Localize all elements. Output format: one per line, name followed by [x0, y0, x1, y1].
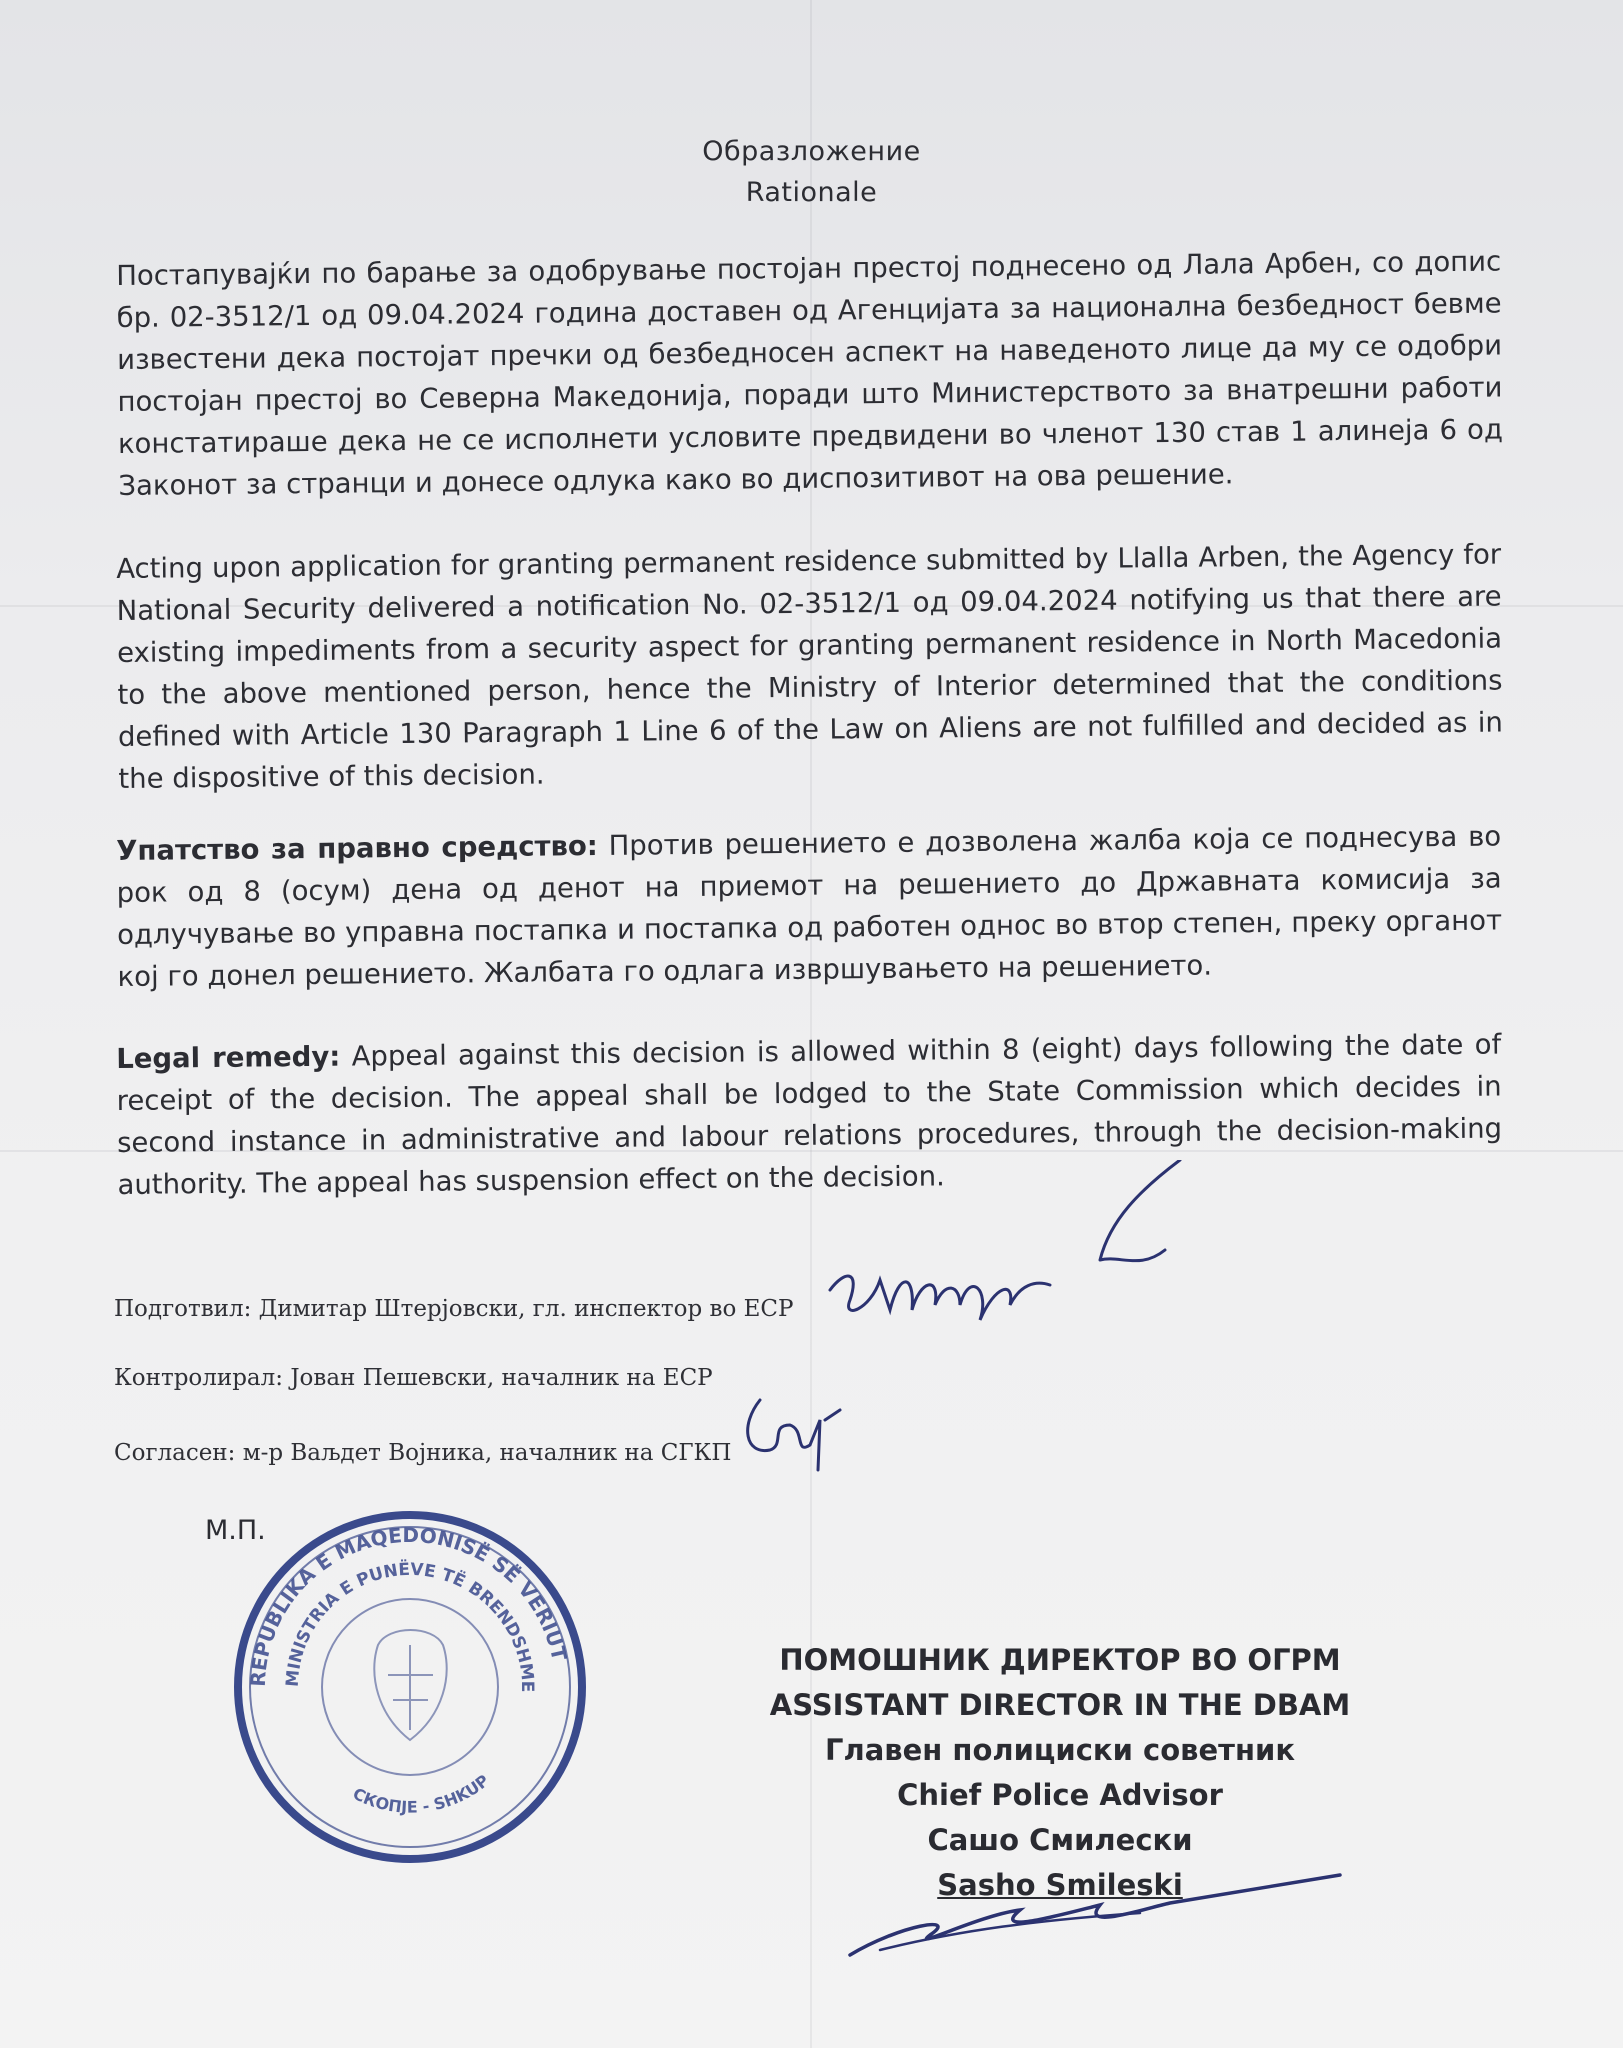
legal-remedy-mk-text: Против решението е дозволена жалба која се поднесува во рок од 8 (осум) дена од денот на приемот на решението до Државната комисија за одлучување во управна постапка и постапка од работен однос во втор степен, преку органот кој го донел решението. Жалбата го одлага извршувањето на решението. — [116, 820, 1503, 993]
prepared-by: Подготвил: Димитар Штерјовски, гл. инспектор во ЕСР — [114, 1296, 794, 1322]
title-mk: Образложение — [702, 136, 921, 167]
stamp-label: М.П. — [205, 1515, 266, 1546]
rationale-paragraph-en: Acting upon application for granting permanent residence submitted by Llalla Arben, the Agency for National Security delivered a notification No. 02-3512/1 од 09.04.2024 notifying us that there are existing impediments from a security aspect for granting permanent residence in North Macedonia to the above mentioned person, hence the Ministry of Interior determined that the conditions defined with Article 130 Paragraph 1 Line 6 of the Law on Aliens are not fulfilled and decided as in the dispositive of this decision. — [116, 538, 1504, 795]
legal-remedy-en-text: Appeal against this decision is allowed within 8 (eight) days following the date of receipt of the decision. The appeal shall be lodged to the State Commission which decides in second instance in administrative and labour relations procedures, through the decision-making authority. The appeal has suspension effect on the decision. — [116, 1028, 1503, 1201]
signature-prepared — [820, 1160, 1190, 1340]
rationale-paragraph-mk: Постапувајќи по барање за одобрување постојан престој поднесено од Лала Арбен, со допис бр. 02-3512/1 од 09.04.2024 година доставен од Агенцијата за национална безбедност бевме известени дека постојат пречки од безбедносен аспект на наведеното лице да му се одобри постојан престој во Северна Македонија, поради што Министерството за внатрешни работи констатираше дека не се исполнети условите предвидени во членот 130 став 1 алинеја 6 од Законот за странци и донесе одлука како во диспозитивот на ова решение. — [116, 245, 1504, 502]
signatory-rank-en: Chief Police Advisor — [897, 1778, 1223, 1812]
official-seal — [228, 1505, 593, 1870]
signatory-rank-mk: Главен полициски советник — [824, 1733, 1296, 1767]
controlled-by: Контролирал: Јован Пешевски, началник на ЕСР — [114, 1365, 713, 1391]
agreed-by: Согласен: м-р Ваљдет Војника, началник на СГКП — [114, 1440, 732, 1466]
signature-director — [840, 1855, 1350, 1965]
svg-text:REPUBLIKA E MAQEDONISË SË VERI: REPUBLIKA E MAQEDONISË SË VERIUT — [245, 1522, 572, 1688]
legal-remedy-mk-label: Упатство за правно средство: — [116, 829, 598, 867]
svg-text:MINISTRIA E PUNËVE TË BRENDSHM: MINISTRIA E PUNËVE TË BRENDSHME — [282, 1559, 538, 1693]
signatory-name-en: Sasho Smileski — [937, 1868, 1183, 1902]
signature-agreed — [740, 1395, 850, 1475]
legal-remedy-en-label: Legal remedy: — [116, 1040, 341, 1075]
title-en: Rationale — [745, 177, 878, 208]
legal-remedy-en — [116, 1023, 1503, 1205]
signatory-name-mk: Сашо Смилески — [927, 1823, 1193, 1857]
legal-remedy-mk — [116, 815, 1503, 997]
svg-text:СКОПЈЕ - SHKUP: СКОПЈЕ - SHKUP — [349, 1770, 493, 1817]
signatory-role-mk: ПОМОШНИК ДИРЕКТОР ВО ОГРМ — [779, 1643, 1341, 1677]
signatory-role-en: ASSISTANT DIRECTOR IN THE DBAM — [769, 1688, 1351, 1722]
